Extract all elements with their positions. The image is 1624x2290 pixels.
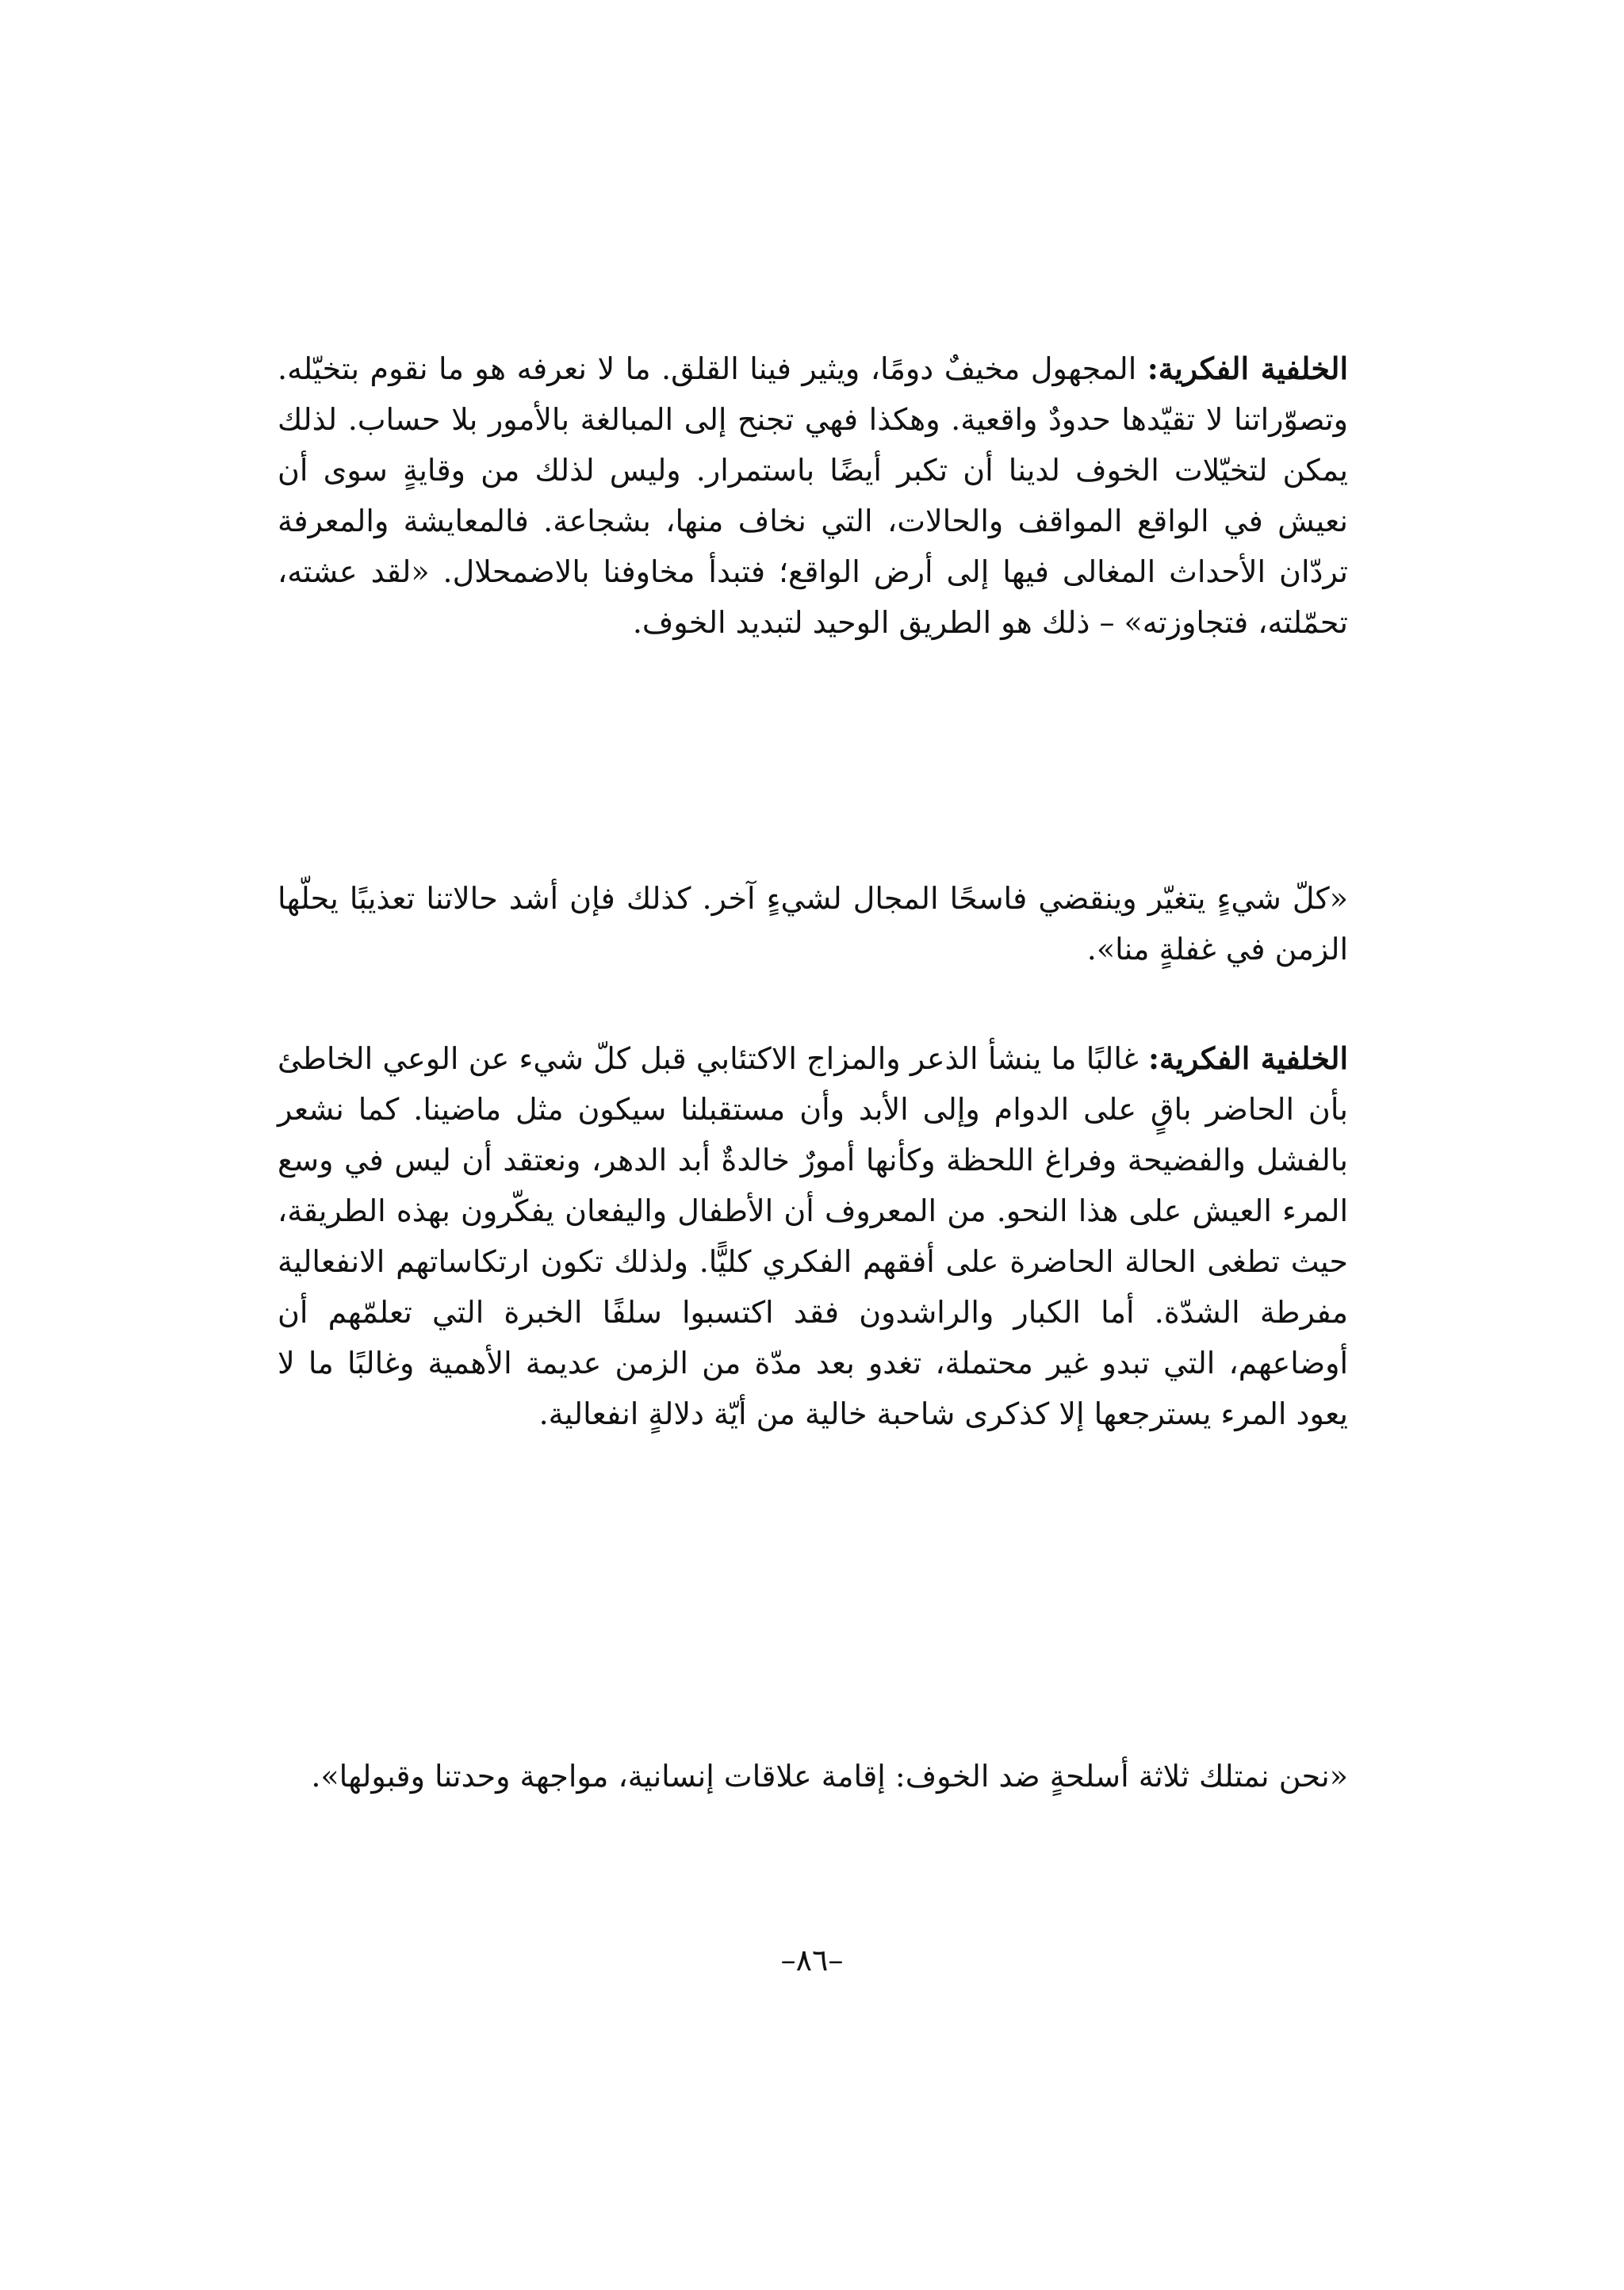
page-number: –٨٦– (780, 1943, 844, 1978)
quote-three-weapons: «نحن نمتلك ثلاثة أسلحةٍ ضد الخوف: إقامة علاقات إنسانية، مواجهة وحدتنا وقبولها». (311, 1759, 1348, 1794)
paragraph-intellectual-background-fear (278, 343, 1348, 648)
paragraph-intellectual-background-panic (278, 1033, 1348, 1439)
paragraph-body: المجهول مخيفٌ دومًا، ويثير فينا القلق. ما لا نعرفه هو ما نقوم بتخيّله. وتصوّراتنا لا تقيّدها حدودٌ واقعية. وهكذا فهي تجنح إلى المبالغة بالأمور بلا حساب. لذلك يمكن لتخيّلات الخوف لدينا أن تكبر أيضًا باستمرار. وليس لذلك من وقايةٍ سوى أن نعيش في الواقع المواقف والحالات، التي نخاف منها، بشجاعة. فالمعايشة والمعرفة تردّان الأحداث المغالى فيها إلى أرض الواقع؛ فتبدأ مخاوفنا بالاضمحلال. «لقد عشته، تحمّلته، فتجاوزته» – ذلك هو الطريق الوحيد لتبديد الخوف. (278, 351, 1348, 640)
paragraph-lead-heading: الخلفية الفكرية: (1148, 1040, 1348, 1076)
paragraph-body: غالبًا ما ينشأ الذعر والمزاج الاكتئابي قبل كلّ شيء عن الوعي الخاطئ بأن الحاضر باقٍ على الدوام وإلى الأبد وأن مستقبلنا سيكون مثل ماضينا. كما نشعر بالفشل والفضيحة وفراغ اللحظة وكأنها أمورٌ خالدةٌ أبد الدهر، ونعتقد أن ليس في وسع المرء العيش على هذا النحو. من المعروف أن الأطفال واليفعان يفكّرون بهذه الطريقة، حيث تطغى الحالة الحاضرة على أفقهم الفكري كليًّا. ولذلك تكون ارتكاساتهم الانفعالية مفرطة الشدّة. أما الكبار والراشدون فقد اكتسبوا سلفًا الخبرة التي تعلمّهم أن أوضاعهم، التي تبدو غير محتملة، تغدو بعد مدّة من الزمن عديمة الأهمية وغالبًا ما لا يعود المرء يسترجعها إلا كذكرى شاحبة خالية من أيّة دلالةٍ انفعالية. (278, 1041, 1348, 1431)
paragraph-lead-heading: الخلفية الفكرية: (1147, 350, 1348, 386)
quote-everything-changes: «كلّ شيءٍ يتغيّر وينقضي فاسحًا المجال لشيءٍ آخر. كذلك فإن أشد حالاتنا تعذيبًا يحلّها الزمن في غفلةٍ منا». (278, 881, 1348, 967)
